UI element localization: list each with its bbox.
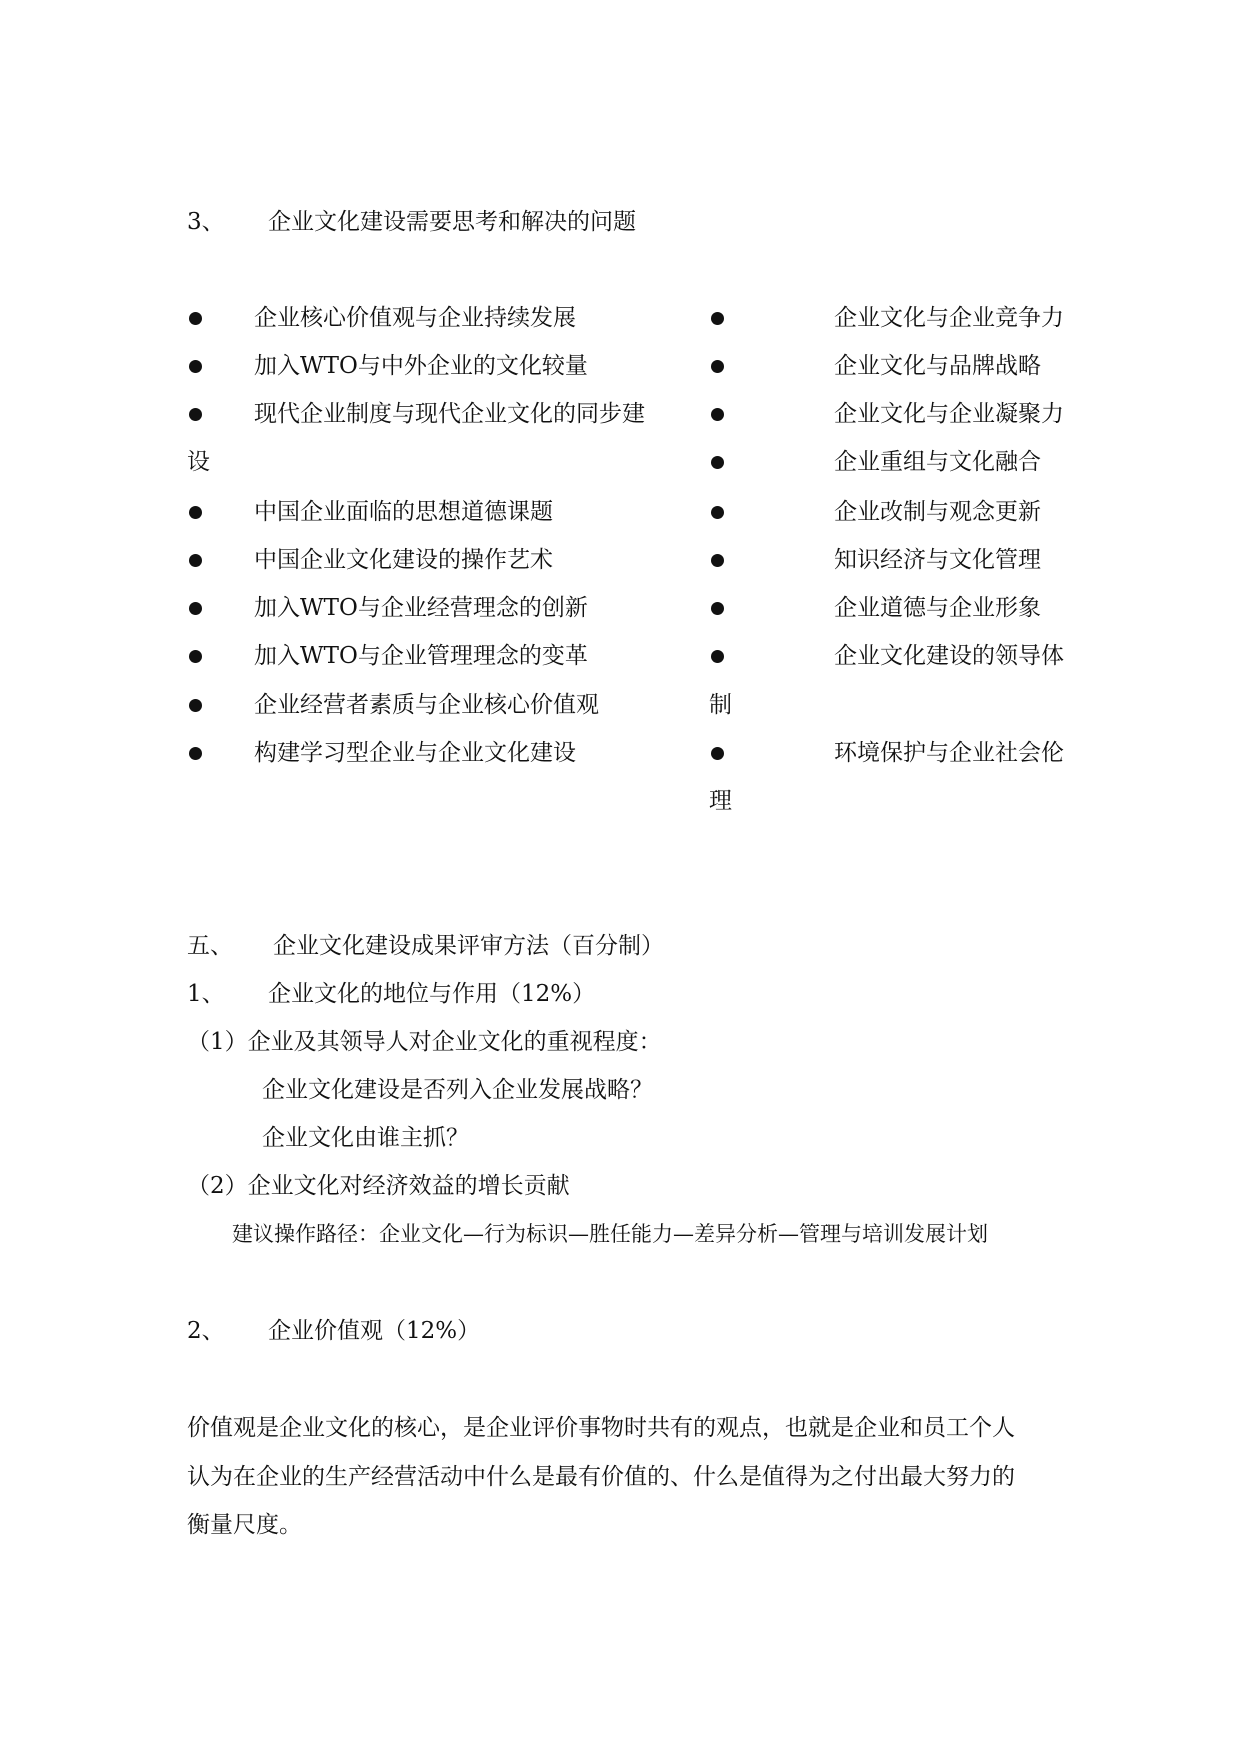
list-item: 企业文化与企业竞争力 [834,305,1064,331]
bullet-icon [711,602,724,615]
bullet-icon [189,747,202,760]
list-item: 企业文化与企业凝聚力 [834,401,1064,427]
operation-path: 建议操作路径：企业文化—行为标识—胜任能力—差异分析—管理与培训发展计划 [232,1222,988,1246]
list-item: 企业文化建设的领导体 [834,643,1064,669]
bullet-icon [189,312,202,325]
paragraph-line: 认为在企业的生产经营活动中什么是最有价值的、什么是值得为之付出最大努力的 [187,1464,1015,1490]
section-5-title: 企业文化建设成果评审方法（百分制） [273,933,664,959]
list-item: 企业文化与品牌战略 [834,353,1041,379]
list-item: 环境保护与企业社会伦 [834,740,1064,766]
list-item: 加入WTO与企业管理理念的变革 [254,643,588,669]
sub-2-number: 2、 [187,1318,225,1344]
bullet-icon [189,506,202,519]
list-item: 中国企业文化建设的操作艺术 [254,547,553,573]
bullet-icon [711,506,724,519]
paragraph-line: 价值观是企业文化的核心，是企业评价事物时共有的观点，也就是企业和员工个人 [187,1415,1015,1441]
list-item: 中国企业面临的思想道德课题 [254,499,553,525]
bullet-icon [711,312,724,325]
list-item-continuation: 理 [709,788,732,814]
list-item: 企业经营者素质与企业核心价值观 [254,692,599,718]
section-5-number: 五、 [187,933,233,959]
bullet-icon [711,408,724,421]
section-3-title: 企业文化建设需要思考和解决的问题 [268,209,636,235]
bullet-icon [711,360,724,373]
bullet-icon [189,554,202,567]
list-item: 企业改制与观念更新 [834,499,1041,525]
list-item: 构建学习型企业与企业文化建设 [254,740,576,766]
list-item-continuation: 设 [187,449,210,475]
bullet-icon [189,408,202,421]
list-item: 企业核心价值观与企业持续发展 [254,305,576,331]
question-1: 企业文化建设是否列入企业发展战略？ [262,1077,653,1103]
paragraph-line: 衡量尺度。 [187,1512,302,1538]
question-2: 企业文化由谁主抓？ [262,1125,469,1151]
bullet-icon [189,650,202,663]
bullet-icon [711,554,724,567]
bullet-icon [711,747,724,760]
bullet-icon [711,456,724,469]
item-1-2: （2）企业文化对经济效益的增长贡献 [187,1173,570,1199]
list-item: 知识经济与文化管理 [834,547,1041,573]
sub-2-title: 企业价值观（12%） [268,1318,481,1344]
list-item-continuation: 制 [709,692,732,718]
list-item: 现代企业制度与现代企业文化的同步建 [254,401,645,427]
section-3-number: 3、 [187,209,225,235]
list-item: 企业道德与企业形象 [834,595,1041,621]
bullet-icon [189,360,202,373]
list-item: 企业重组与文化融合 [834,449,1041,475]
list-item: 加入WTO与企业经营理念的创新 [254,595,588,621]
bullet-icon [189,602,202,615]
sub-1-number: 1、 [187,981,225,1007]
sub-1-title: 企业文化的地位与作用（12%） [268,981,596,1007]
item-1-1: （1）企业及其领导人对企业文化的重视程度： [187,1029,662,1055]
list-item: 加入WTO与中外企业的文化较量 [254,353,588,379]
bullet-icon [711,650,724,663]
bullet-icon [189,699,202,712]
